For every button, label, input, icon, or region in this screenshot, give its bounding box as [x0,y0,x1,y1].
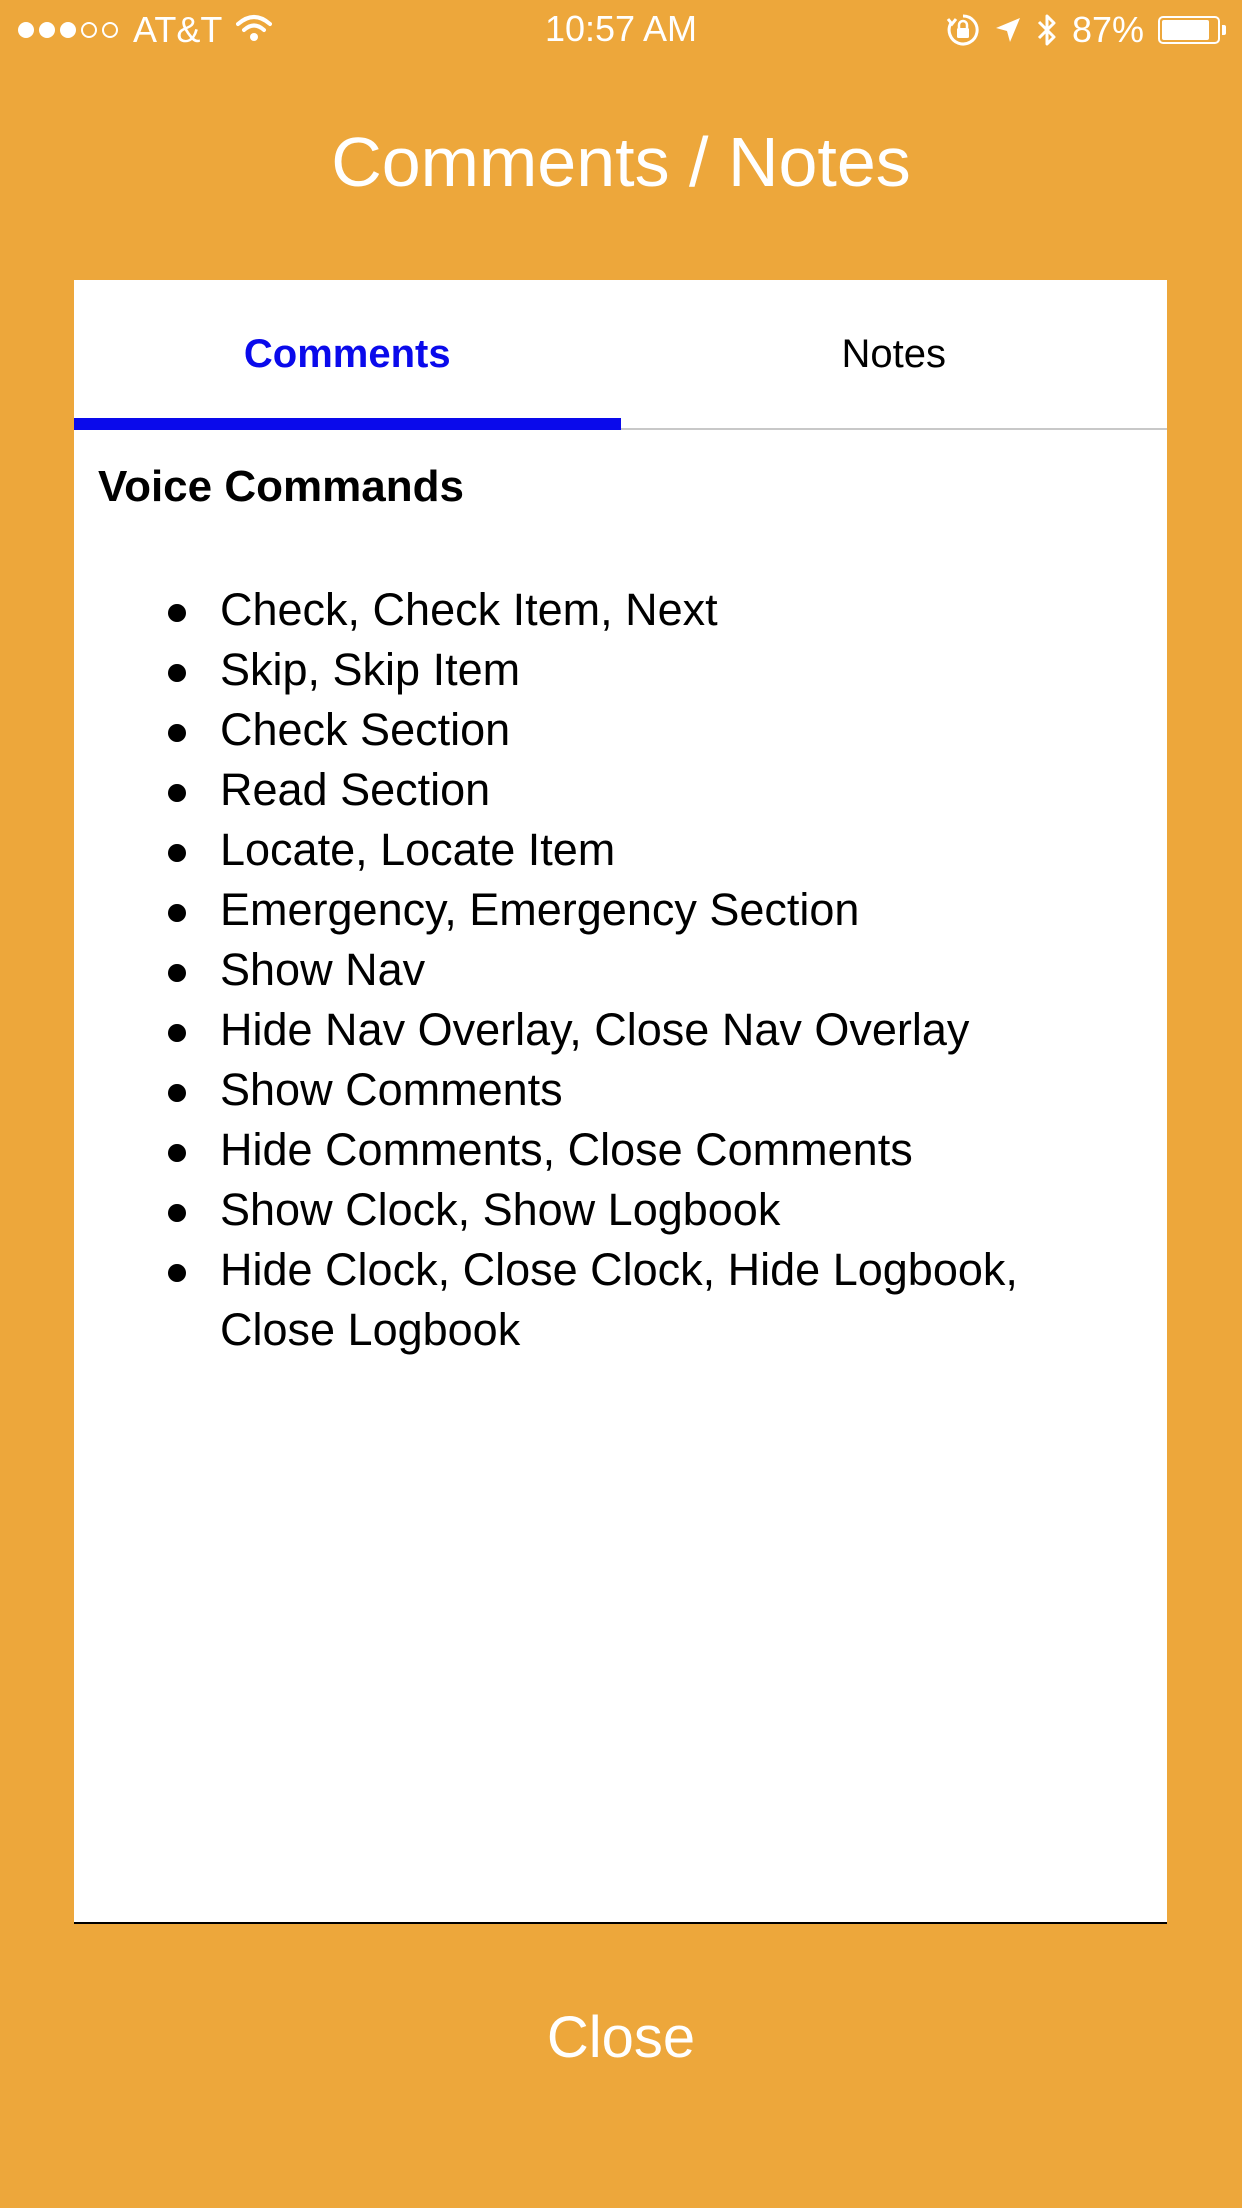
battery-icon [1158,16,1226,44]
tab-bar [74,280,1167,430]
list-item-text: Hide Nav Overlay, Close Nav Overlay [220,1004,970,1055]
bullet-icon [168,844,186,862]
list-item [220,940,1143,1000]
location-arrow-icon [994,16,1022,44]
page-title: Comments / Notes [331,123,911,201]
battery-percent: 87% [1071,9,1144,50]
list-item-text: Hide Clock, Close Clock, Hide Logbook, Close Logbook [220,1244,1018,1355]
list-item-text: Emergency, Emergency Section [220,884,860,935]
list-item-text: Check, Check Item, Next [220,584,718,635]
bullet-icon [168,1024,186,1042]
status-bar [0,0,1242,60]
bullet-icon [168,1144,186,1162]
bullet-icon [168,1084,186,1102]
bullet-icon [168,604,186,622]
close-button[interactable]: Close [546,2005,696,2070]
list-item [220,580,1143,640]
voice-command-list [98,580,1143,1360]
bullet-icon [168,1264,186,1282]
list-item-text: Show Comments [220,1064,563,1115]
list-item [220,1180,1143,1240]
list-item [220,880,1143,940]
list-item-text: Show Clock, Show Logbook [220,1184,781,1235]
bullet-icon [168,724,186,742]
list-item-text: Skip, Skip Item [220,644,521,695]
battery-body [1158,16,1220,44]
list-item [220,1000,1143,1060]
list-item [220,1240,1143,1360]
list-item [220,760,1143,820]
bullet-icon [168,784,186,802]
list-item-text: Show Nav [220,944,426,995]
battery-fill [1162,20,1209,40]
bullet-icon [168,904,186,922]
status-right [932,10,1226,50]
bullet-icon [168,664,186,682]
comments-content [74,430,1167,1360]
battery-tip [1222,25,1226,35]
list-item-text: Hide Comments, Close Comments [220,1124,913,1175]
list-item [220,640,1143,700]
bullet-icon [168,964,186,982]
bullet-icon [168,1204,186,1222]
tab-comments[interactable]: Comments [74,280,621,428]
status-time: 10:57 AM [544,8,698,49]
list-item [220,1120,1143,1180]
tab-notes[interactable]: Notes [841,331,946,376]
list-item [220,820,1143,880]
list-item-text: Read Section [220,764,491,815]
list-item [220,700,1143,760]
section-heading: Voice Commands [98,462,464,511]
orientation-lock-icon [946,13,980,47]
comments-notes-panel [74,280,1167,1924]
list-item [220,1060,1143,1120]
list-item-text: Locate, Locate Item [220,824,616,875]
bluetooth-icon [1036,12,1058,48]
list-item-text: Check Section [220,704,511,755]
carrier-name: AT&T [133,9,223,50]
